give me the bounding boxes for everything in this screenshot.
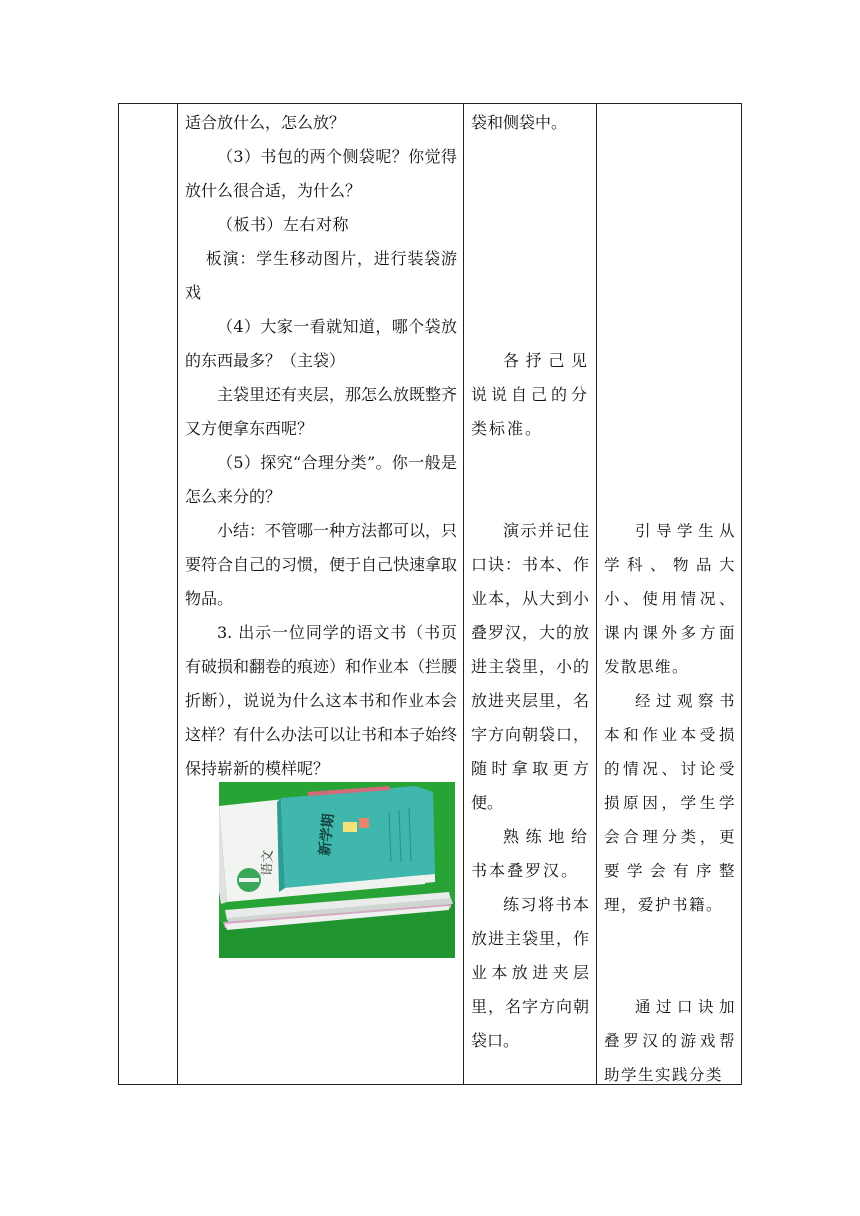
paragraph: （3）书包的两个侧袋呢？你觉得放什么很合适，为什么？ [185,147,457,200]
paragraph: （板书）左右对称 [217,215,350,234]
design-intent-cell [604,514,736,1092]
paragraph: （4）大家一看就知道，哪个袋放的东西最多？（主袋） [185,317,457,370]
paragraph: 板演：学生移动图片，进行装袋游戏 [185,249,457,302]
paragraph: 适合放什么，怎么放？ [185,113,346,132]
paragraph: 小结：不管哪一种方法都可以，只要符合自己的习惯，便于自己快速拿取物品。 [185,521,458,608]
paragraph: 引导学生从学科、物品大小、使用情况、课内课外多方面发散思维。 [604,522,736,676]
book-title-text: 语文 [260,849,276,877]
book2-title-text: 新学期 [317,812,338,857]
paragraph: 袋和侧袋中。 [471,113,568,132]
paragraph: 各抒己见说说自己的分类标准。 [471,351,589,438]
spacer [604,922,736,990]
spacer [471,140,589,344]
teacher-activity-cell [185,106,457,786]
stage-cell [119,104,177,1084]
paragraph: 熟练地给书本叠罗汉。 [471,827,589,880]
spacer [471,446,589,514]
paragraph: 3. 出示一位同学的语文书（书页有破损和翻卷的痕迹）和作业本（拦腰折断），说说为什么这本书和作业本会这样？有什么办法可以让书和本子始终保持崭新的模样呢？ [185,623,458,778]
paragraph: 通过口诀加叠罗汉的游戏帮助学生实践分类 [604,998,736,1084]
paragraph: （5）探究“合理分类”。你一般是怎么来分的？ [185,453,457,506]
student-activity-cell [471,106,589,1058]
paragraph: 演示并记住口诀：书本、作业本，从大到小叠罗汉，大的放进主袋里，小的放进夹层里，名字方向朝袋口，随时拿取更方便。 [471,521,589,812]
paragraph: 练习将书本放进主袋里，作业本放进夹层里，名字方向朝袋口。 [471,895,589,1050]
paragraph: 经过观察书本和作业本受损的情况、讨论受损原因，学生学会合理分类，更要学会有序整理，爱护书籍。 [604,692,736,914]
book-stack-illustration [219,782,455,958]
column-divider [177,104,178,1084]
column-divider [463,104,464,1084]
paragraph: 主袋里还有夹层，那怎么放既整齐又方便拿东西呢？ [185,385,458,438]
book-stack-photo [219,782,455,958]
column-divider [596,104,597,1084]
